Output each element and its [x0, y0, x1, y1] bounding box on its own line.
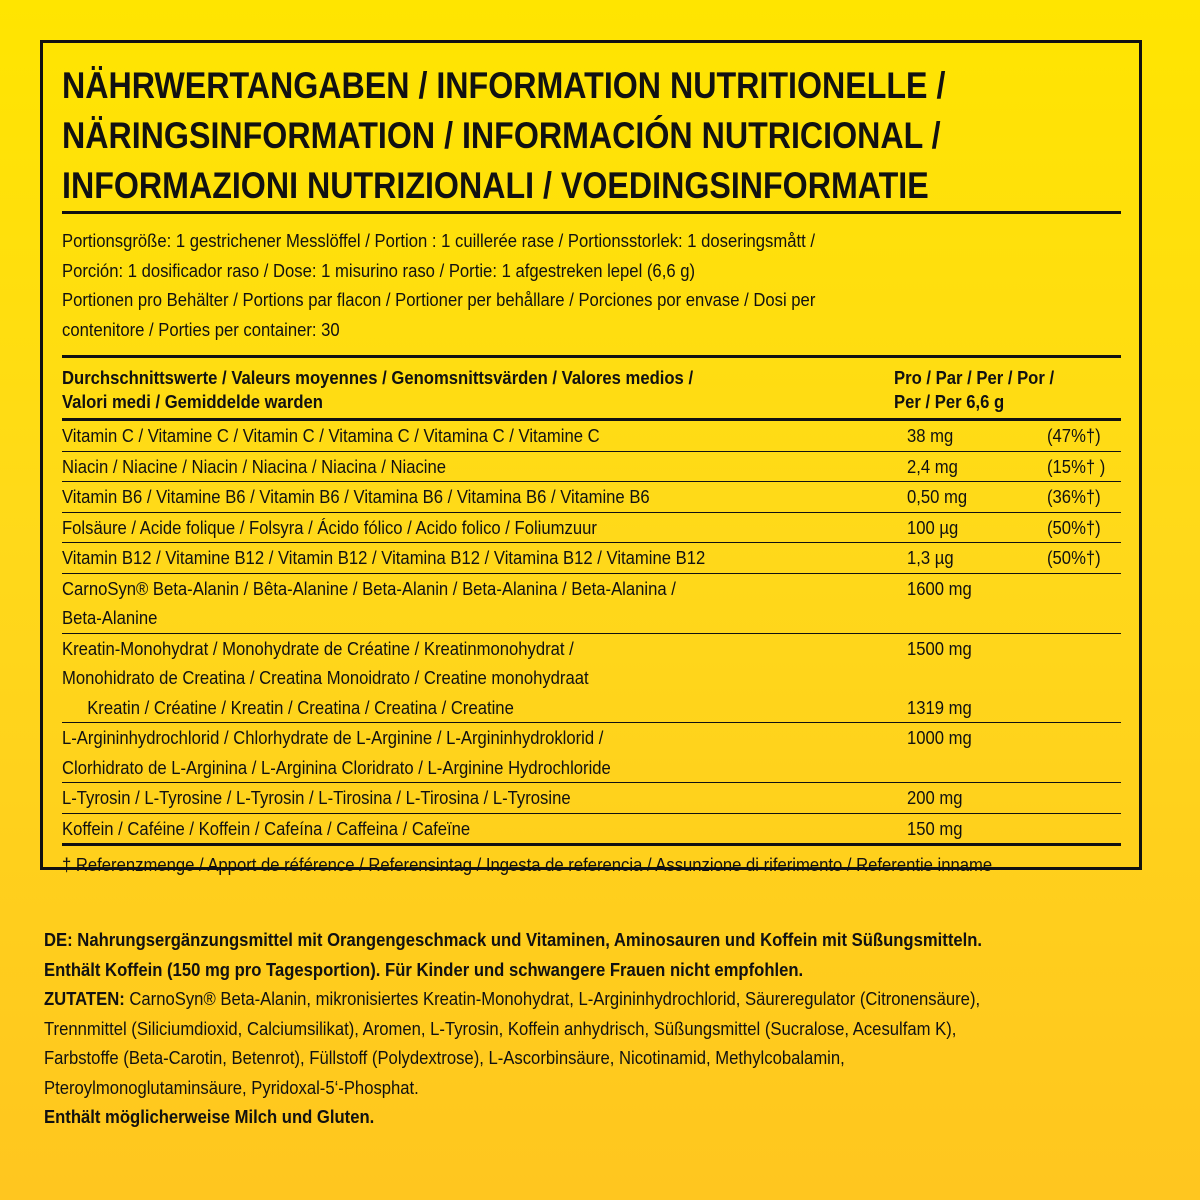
title-line: NÄRINGSINFORMATION / INFORMACIÓN NUTRICIONAL /	[62, 115, 941, 156]
nutrient-amount: 38 mg	[907, 425, 954, 446]
nutrient-name	[62, 574, 823, 633]
nutrient-name: Vitamin C / Vitamine C / Vitamin C / Vitamina C / Vitamina C / Vitamine C	[62, 425, 600, 446]
nutrient-name: L-Tyrosin / L-Tyrosine / L-Tyrosin / L-Tirosina / L-Tirosina / L-Tyrosine	[62, 787, 571, 808]
nutrient-reference-percent	[1047, 783, 1119, 813]
ingredients-line: Farbstoffe (Beta-Carotin, Betenrot), Füllstoff (Polydextrose), L-Ascorbinsäure, Nicotinamid, Methylcobalamin,	[44, 1047, 845, 1068]
nutrient-name-line: Kreatin-Monohydrat / Monohydrate de Créatine / Kreatinmonohydrat /	[62, 637, 574, 659]
nutrient-name-line: Monohidrato de Creatina / Creatina Monoidrato / Creatine monohydraat	[62, 667, 589, 688]
serving-line: Portionen pro Behälter / Portions par flacon / Portioner per behållare / Porciones por envase / Dosi per	[62, 289, 816, 310]
serving-info	[62, 214, 1115, 355]
table-row	[62, 633, 1121, 693]
header-amount	[894, 366, 1098, 418]
table-row	[62, 452, 1121, 483]
product-description	[44, 925, 1184, 1132]
nutrient-amount: 1,3 µg	[907, 547, 954, 568]
description-line: Enthält Koffein (150 mg pro Tagesportion). Für Kinder und schwangere Frauen nicht empfohlen.	[44, 958, 804, 980]
nutrient-reference-percent	[1047, 723, 1119, 782]
ingredients-line: Trennmittel (Siliciumdioxid, Calciumsilikat), Aromen, L-Tyrosin, Koffein anhydrisch, Süßungsmittel (Sucralose, Acesulfam K),	[44, 1017, 957, 1039]
header-amount-line: Per / Per 6,6 g	[894, 391, 1005, 412]
nutrient-reference-percent	[1047, 574, 1119, 633]
nutrient-name	[62, 723, 823, 782]
header-label-line: Valori medi / Gemiddelde warden	[62, 391, 323, 412]
serving-line: Portionsgröße: 1 gestrichener Messlöffel / Portion : 1 cuillerée rase / Portionsstorlek: 1 doseringsmått /	[62, 230, 815, 251]
nutrient-name: Niacin / Niacine / Niacin / Niacina / Niacina / Niacine	[62, 455, 447, 477]
nutrient-name-line: L-Argininhydrochlorid / Chlorhydrate de L-Arginine / L-Argininhydroklorid /	[62, 727, 604, 748]
nutrient-reference-percent: (50%†)	[1047, 547, 1101, 568]
table-row	[62, 543, 1121, 574]
table-row	[62, 783, 1121, 814]
nutrition-panel	[40, 40, 1142, 875]
serving-line: Porción: 1 dosificador raso / Dose: 1 misurino raso / Portie: 1 afgestreken lepel (6,6 g)	[62, 259, 696, 281]
nutrient-reference-percent	[1047, 814, 1119, 844]
nutrient-reference-percent: (50%†)	[1047, 516, 1101, 538]
header-label-line: Durchschnittswerte / Valeurs moyennes / Genomsnittsvärden / Valores medios /	[62, 367, 694, 388]
table-row	[62, 693, 1121, 724]
table-row	[62, 723, 1121, 783]
nutrient-reference-percent: (15%† )	[1047, 455, 1106, 477]
nutrient-name: Kreatin / Créatine / Kreatin / Creatina / Creatina / Creatine	[87, 696, 514, 718]
nutrient-name: Vitamin B6 / Vitamine B6 / Vitamin B6 / Vitamina B6 / Vitamina B6 / Vitamine B6	[62, 486, 650, 507]
nutrient-amount: 100 µg	[907, 516, 959, 538]
nutrient-amount: 1500 mg	[907, 637, 972, 659]
serving-line: contenitore / Porties per container: 30	[62, 318, 340, 340]
nutrient-name-line: Beta-Alanine	[62, 607, 158, 628]
nutrient-name	[62, 634, 823, 693]
nutrient-name: Koffein / Caféine / Koffein / Cafeína / Caffeina / Cafeïne	[62, 817, 471, 839]
panel-title	[62, 59, 1071, 211]
allergen-note: Enthält möglicherweise Milch und Gluten.	[44, 1106, 375, 1127]
header-label	[62, 366, 811, 418]
nutrient-amount: 0,50 mg	[907, 486, 968, 507]
ingredients-label: ZUTATEN:	[44, 988, 125, 1009]
table-row	[62, 814, 1121, 847]
nutrient-name: Folsäure / Acide folique / Folsyra / Ácido fólico / Acido folico / Foliumzuur	[62, 516, 597, 538]
ingredients-line: Pteroylmonoglutaminsäure, Pyridoxal-5‘-Phosphat.	[44, 1076, 419, 1098]
nutrient-reference-percent	[1047, 634, 1119, 693]
table-row	[62, 418, 1121, 452]
nutrient-amount: 1600 mg	[907, 577, 972, 599]
ingredients-line	[44, 984, 1178, 1014]
nutrient-name: Vitamin B12 / Vitamine B12 / Vitamin B12 / Vitamina B12 / Vitamina B12 / Vitamine B12	[62, 547, 706, 568]
nutrient-amount: 1000 mg	[907, 727, 972, 748]
nutrient-reference-percent: (36%†)	[1047, 486, 1101, 507]
ingredients-text: CarnoSyn® Beta-Alanin, mikronisiertes Kreatin-Monohydrat, L-Argininhydrochlorid, Säureregulator (Citronensäure),	[124, 988, 981, 1009]
title-line: INFORMAZIONI NUTRIZIONALI / VOEDINGSINFORMATIE	[62, 165, 929, 206]
nutrient-reference-percent: (47%†)	[1047, 425, 1101, 446]
table-row	[62, 482, 1121, 513]
table-header	[62, 358, 1121, 418]
nutrient-amount: 150 mg	[907, 817, 963, 839]
nutrient-name-line: CarnoSyn® Beta-Alanin / Bêta-Alanine / Beta-Alanin / Beta-Alanina / Beta-Alanina /	[62, 577, 676, 599]
description-line: DE: Nahrungsergänzungsmittel mit Orangengeschmack und Vitaminen, Aminosauren und Koffein mit Süßungsmitteln.	[44, 929, 983, 950]
nutrient-amount: 1319 mg	[907, 696, 972, 718]
table-row	[62, 574, 1121, 633]
reference-footnote: † Referenzmenge / Apport de référence / Referensintag / Ingesta de referencia / Assunzione di riferimento / Referentie inname	[62, 854, 993, 875]
nutrient-reference-percent	[1047, 693, 1119, 723]
nutrient-name-line: Clorhidrato de L-Arginina / L-Arginina Cloridrato / L-Arginine Hydrochloride	[62, 756, 611, 778]
nutrient-amount: 200 mg	[907, 787, 963, 808]
header-amount-line: Pro / Par / Per / Por /	[894, 367, 1055, 388]
table-row	[62, 513, 1121, 544]
title-line: NÄHRWERTANGABEN / INFORMATION NUTRITIONELLE /	[62, 65, 946, 106]
nutrient-amount: 2,4 mg	[907, 455, 958, 477]
